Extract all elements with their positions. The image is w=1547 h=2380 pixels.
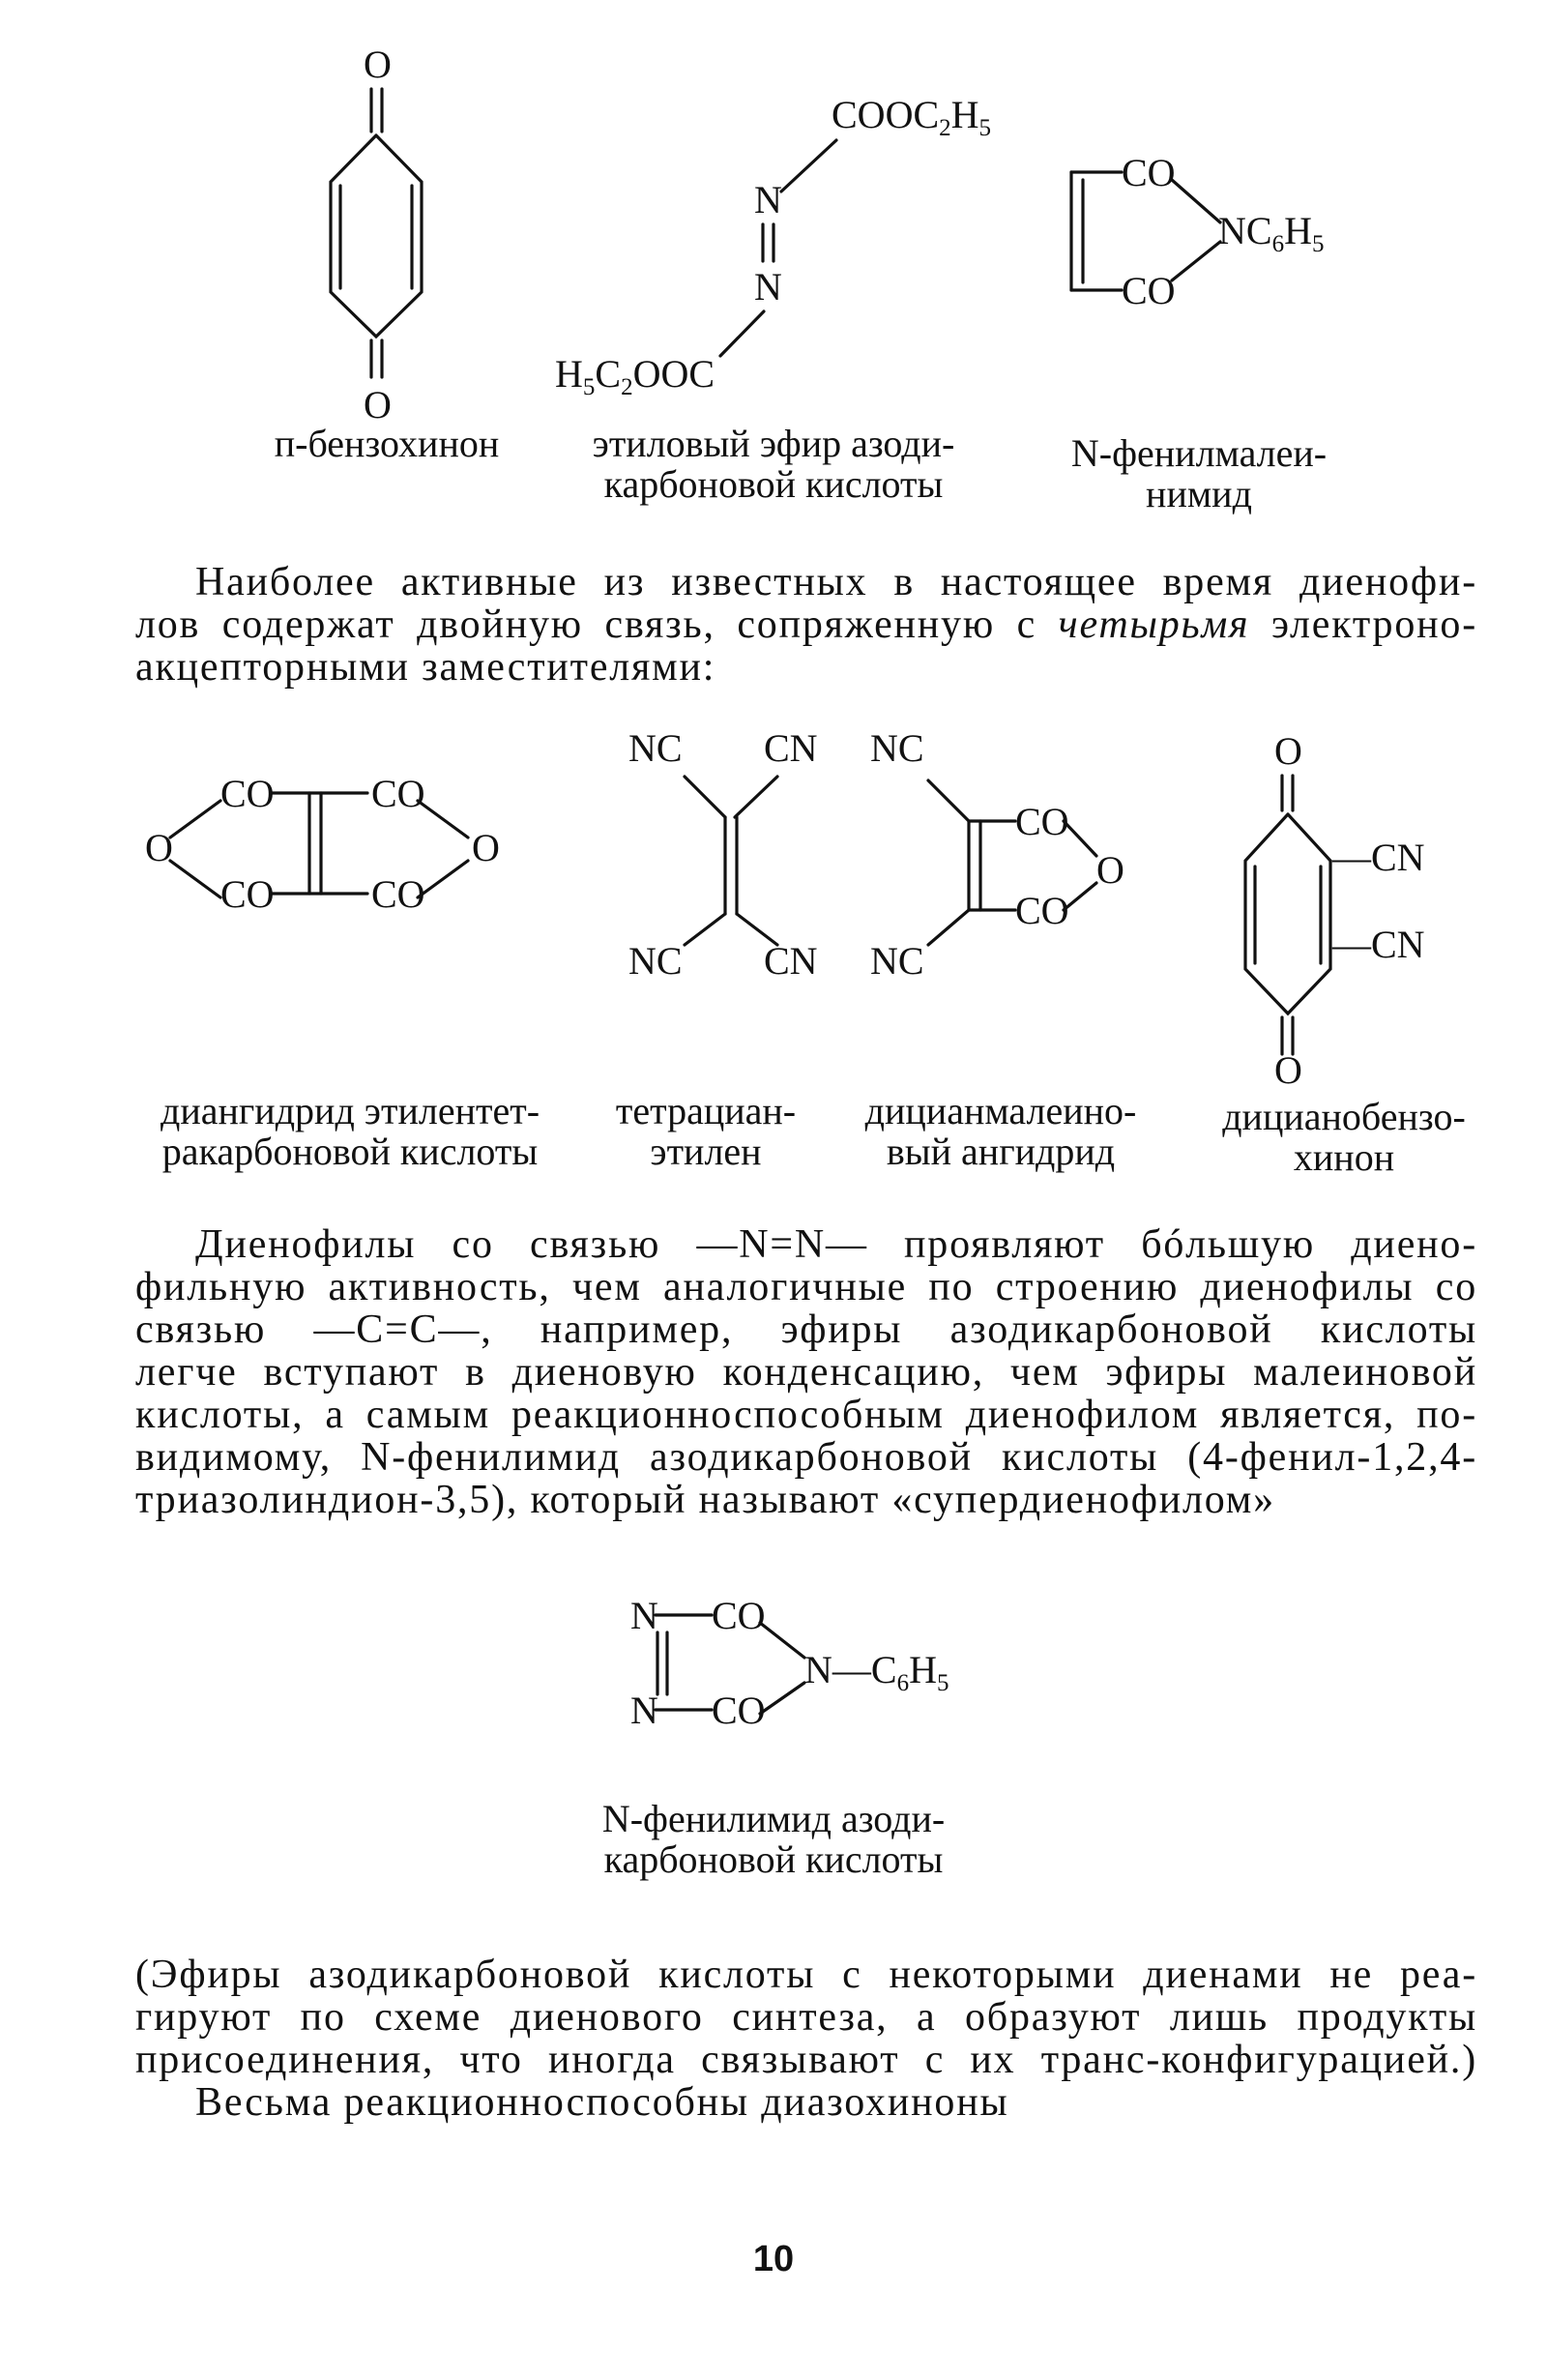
phenylmaleimide-caption: N-фенилмалеи- нимид	[1070, 431, 1328, 515]
ptad-structure	[619, 1586, 1006, 1750]
dianhydride-caption: диангидрид этилентет- ракарбоновой кислоты	[160, 1089, 540, 1173]
ptad-caption: N-фенилимид азоди- карбоновой кислоты	[601, 1797, 946, 1881]
svg-text:CN: CN	[764, 726, 818, 770]
svg-text:O: O	[1274, 1048, 1302, 1092]
benzoquinone-o-bottom: O	[364, 383, 392, 426]
tcne-structure	[619, 720, 851, 991]
dianhydride-structure	[135, 764, 522, 928]
paragraph-4: Весьма реакционноспособны диазохиноны	[195, 2081, 1009, 2124]
svg-text:CO: CO	[1015, 889, 1069, 932]
svg-text:NC: NC	[870, 726, 924, 770]
svg-text:O: O	[472, 826, 500, 869]
azodicarboxylate-caption: этиловый эфир азоди- карбоновой кислоты	[592, 422, 955, 506]
svg-text:O: O	[1096, 848, 1124, 892]
svg-text:NC: NC	[628, 726, 683, 770]
svg-text:N: N	[630, 1594, 658, 1637]
svg-text:CO: CO	[371, 772, 425, 815]
svg-text:CO: CO	[220, 772, 275, 815]
svg-text:NC6H5: $NC_6H_5$	[1218, 209, 1325, 257]
benzoquinone-o-top: O	[364, 43, 392, 86]
svg-text:O: O	[1274, 729, 1302, 773]
svg-text:N—C6H5: $N—C_6H_5$	[804, 1648, 949, 1696]
svg-text:NC: NC	[628, 939, 683, 983]
paragraph-2: Диенофилы со связью —N=N— проявляют бóльшую диено- фильную активность, чем аналогичные по строению диенофилы со связью —C=C—, например, эфиры азодикарбоновой кислоты легче вступают в диеновую конденсацию, чем эфиры малеиновой кислоты, а самым реакционноспособным диенофилом является, по- видимому, N-фенилимид азодикарбоновой кислоты (4-фенил-1,2,4- триазолиндион-3,5), который называют «супердиенофилом»	[135, 1223, 1477, 1521]
svg-text:CO: CO	[712, 1594, 766, 1637]
paragraph-1: Наиболее активные из известных в настоящее время диенофи- лов содержат двойную связь, сопряженную с четырьмя электроно- акцепторными заместителями:	[135, 561, 1477, 689]
svg-text:CO: CO	[220, 872, 275, 916]
page-number: 10	[752, 2239, 795, 2279]
benzoquinone-structure	[290, 39, 464, 426]
benzoquinone-caption: п-бензохинон	[274, 422, 500, 465]
phenylmaleimide-structure	[1064, 145, 1383, 319]
azo-n-bottom: N	[754, 265, 782, 309]
svg-text:—CN: —CN	[1332, 923, 1425, 966]
paragraph-3: (Эфиры азодикарбоновой кислоты с некоторыми диенами не реа- гируют по схеме диенового синтеза, а образуют лишь продукты присоединения, что иногда связывают с их транс-конфигурацией.)	[135, 1954, 1477, 2081]
azo-n-top: N	[754, 178, 782, 221]
svg-text:—CN: —CN	[1332, 836, 1425, 879]
svg-text:CO: CO	[712, 1689, 766, 1732]
svg-text:H5C2OOC: $H_5C_2OOC$	[555, 352, 715, 400]
svg-text:CO: CO	[1122, 269, 1176, 312]
svg-text:O: O	[145, 826, 173, 869]
dicyanomaleic-caption: дицианмалеино- вый ангидрид	[864, 1089, 1137, 1173]
azodicarboxylate-structure	[541, 77, 1025, 406]
svg-text:CN: CN	[764, 939, 818, 983]
svg-text:CO: CO	[1122, 151, 1176, 194]
svg-text:COOC2H5: $COOC_2H_5$	[832, 93, 992, 141]
dicyanoquinone-structure	[1209, 725, 1460, 1092]
dicyanomaleic-structure	[861, 720, 1170, 991]
svg-text:NC: NC	[870, 939, 924, 983]
svg-text:N: N	[630, 1689, 658, 1732]
dicyanoquinone-caption: дицианобензо- хинон	[1222, 1095, 1466, 1179]
tcne-caption: тетрациан- этилен	[615, 1089, 797, 1173]
svg-text:CO: CO	[371, 872, 425, 916]
svg-text:CO: CO	[1015, 800, 1069, 843]
